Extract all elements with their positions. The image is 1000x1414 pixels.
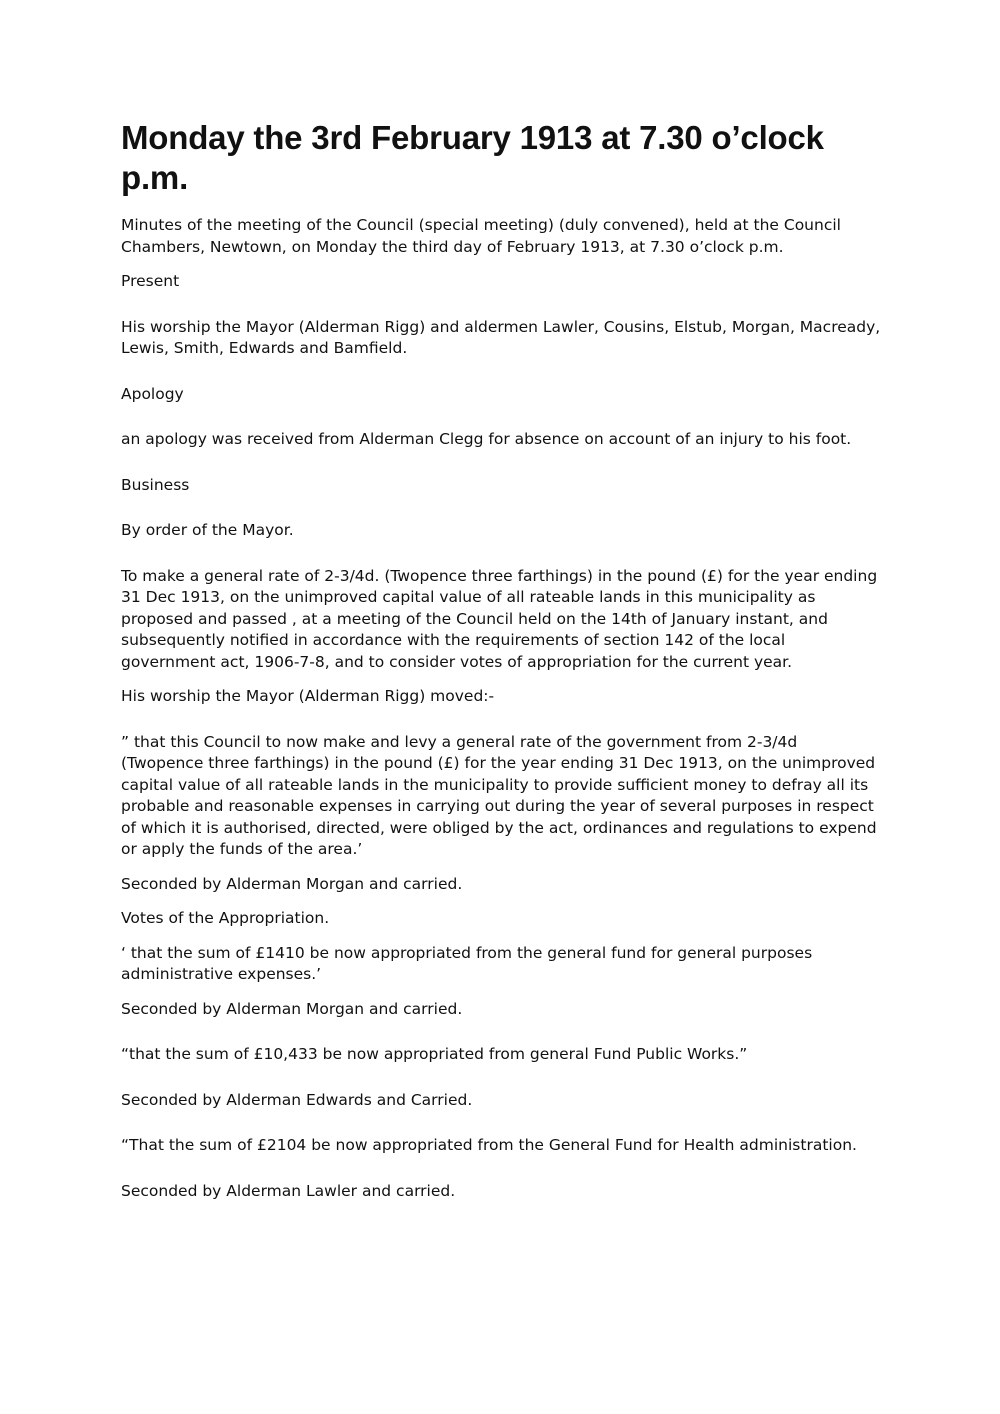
seconded-paragraph: Seconded by Alderman Morgan and carried.	[121, 874, 463, 893]
seconded-paragraph: Seconded by Alderman Morgan and carried.	[121, 999, 463, 1018]
business-heading: Business	[121, 475, 190, 494]
business-paragraph: To make a general rate of 2-3/4d. (Twopence three farthings) in the pound (£) for the year ending 31 Dec 1913, on the unimproved capital value of all rateable lands in this municipality as proposed and passed , at a meeting of the Council held on the 14th of January instant, and subsequently notified in accordance with the requirements of section 142 of the local government act, 1906-7-8, and to consider votes of appropriation for the current year.	[121, 566, 878, 671]
page-title: Monday the 3rd February 1913 at 7.30 o’clock p.m.	[121, 119, 824, 196]
rate-motion-paragraph: ” that this Council to now make and levy a general rate of the government from 2-3/4d (Twopence three farthings) in the pound (£) for the year ending 31 Dec 1913, on the unimproved capital value of all rateable lands in the municipality to provide sufficient money to defray all its probable and reasonable expenses in carrying out during the year of several purposes in respect of which it is authorised, directed, were obliged by the act, ordinances and regulations to expend or apply the funds of the area.’	[121, 732, 877, 858]
seconded-paragraph: Seconded by Alderman Lawler and carried.	[121, 1181, 456, 1200]
votes-heading: Votes of the Appropriation.	[121, 909, 330, 927]
motion-2104-paragraph: “That the sum of £2104 be now appropriated from the General Fund for Health administration.	[121, 1136, 857, 1154]
apology-heading: Apology	[121, 384, 184, 403]
present-paragraph: His worship the Mayor (Alderman Rigg) and aldermen Lawler, Cousins, Elstub, Morgan, Macready, Lewis, Smith, Edwards and Bamfield.	[121, 317, 881, 357]
business-order-paragraph: By order of the Mayor.	[121, 521, 294, 539]
motion-1410-paragraph: ‘ that the sum of £1410 be now appropriated from the general fund for general purposes administrative expenses.’	[121, 943, 813, 983]
motion-10433-paragraph: “that the sum of £10,433 be now appropriated from general Fund Public Works.”	[121, 1045, 748, 1063]
minutes-document	[121, 118, 881, 1202]
mayor-moved-paragraph: His worship the Mayor (Alderman Rigg) moved:-	[121, 687, 495, 705]
seconded-paragraph: Seconded by Alderman Edwards and Carried.	[121, 1090, 473, 1109]
present-heading: Present	[121, 272, 180, 290]
intro-paragraph: Minutes of the meeting of the Council (special meeting) (duly convened), held at the Council Chambers, Newtown, on Monday the third day of February 1913, at 7.30 o’clock p.m.	[121, 216, 841, 256]
apology-paragraph: an apology was received from Alderman Clegg for absence on account of an injury to his foot.	[121, 430, 852, 448]
